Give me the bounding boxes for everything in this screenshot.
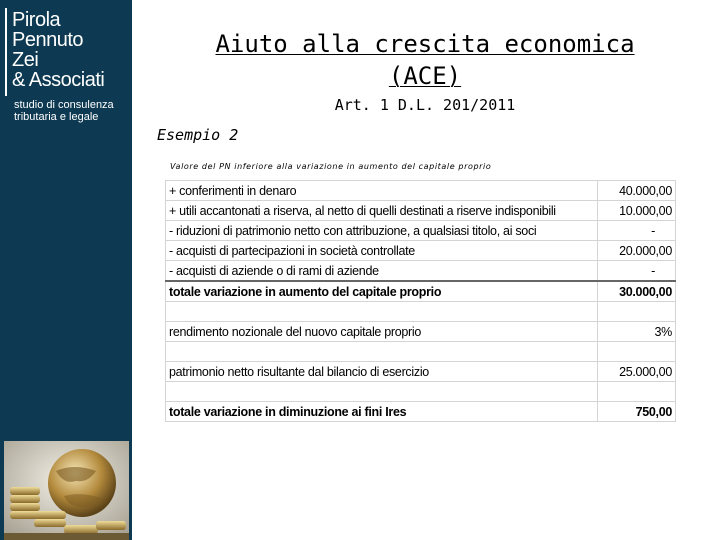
row-label: patrimonio netto risultante dal bilancio di esercizio (166, 362, 598, 382)
row-value: 20.000,00 (598, 241, 676, 261)
row-value (598, 382, 676, 402)
row-value: - (598, 261, 676, 282)
row-value: 40.000,00 (598, 181, 676, 201)
row-label: totale variazione in aumento del capitale proprio (166, 281, 598, 302)
table-row-empty (166, 342, 676, 362)
row-value (598, 302, 676, 322)
table-row (166, 362, 676, 382)
coins-globe-illustration (4, 441, 129, 540)
row-label (166, 302, 598, 322)
row-label: - acquisti di partecipazioni in società controllate (166, 241, 598, 261)
row-label (166, 382, 598, 402)
row-value: 30.000,00 (598, 281, 676, 302)
table-row (166, 261, 676, 282)
table-row (166, 221, 676, 241)
row-label: - riduzioni di patrimonio netto con attribuzione, a qualsiasi titolo, ai soci (166, 221, 598, 241)
table-row (166, 201, 676, 221)
table-row (166, 322, 676, 342)
row-label: totale variazione in diminuzione ai fini Ires (166, 402, 598, 422)
table-row-total-decrease (166, 402, 676, 422)
table-note: Valore del PN inferiore alla variazione in aumento del capitale proprio (170, 162, 492, 171)
row-value (598, 342, 676, 362)
row-value: - (598, 221, 676, 241)
table-row-total-increase (166, 281, 676, 302)
row-value: 25.000,00 (598, 362, 676, 382)
sidebar (0, 0, 132, 540)
logo-name-line-4: & Associati (12, 69, 105, 91)
row-label: - acquisti di aziende o di rami di aziende (166, 261, 598, 282)
row-value: 3% (598, 322, 676, 342)
logo-tagline-line-1: studio di consulenza (14, 99, 114, 111)
logo-tagline-line-2: tributaria e legale (14, 111, 99, 123)
row-label: rendimento nozionale del nuovo capitale proprio (166, 322, 598, 342)
logo-name-line-1: Pirola (12, 9, 61, 31)
table-row-empty (166, 302, 676, 322)
page-title-line-2: (ACE) (388, 62, 462, 90)
table-row (166, 181, 676, 201)
row-label: + conferimenti in denaro (166, 181, 598, 201)
row-value: 10.000,00 (598, 201, 676, 221)
ace-calculation-table (165, 180, 676, 422)
row-label: + utili accantonati a riserva, al netto di quelli destinati a riserve indisponibili (166, 201, 598, 221)
table-row-empty (166, 382, 676, 402)
page-subtitle: Art. 1 D.L. 201/2011 (334, 96, 516, 114)
logo-name-line-2: Pennuto (12, 29, 84, 51)
row-value: 750,00 (598, 402, 676, 422)
table-row (166, 241, 676, 261)
coins-globe-photo (4, 441, 129, 540)
logo-name-line-3: Zei (12, 49, 39, 71)
row-label (166, 342, 598, 362)
logo-divider (5, 8, 7, 96)
example-heading: Esempio 2 (157, 126, 239, 144)
page-title-line-1: Aiuto alla crescita economica (215, 30, 635, 58)
